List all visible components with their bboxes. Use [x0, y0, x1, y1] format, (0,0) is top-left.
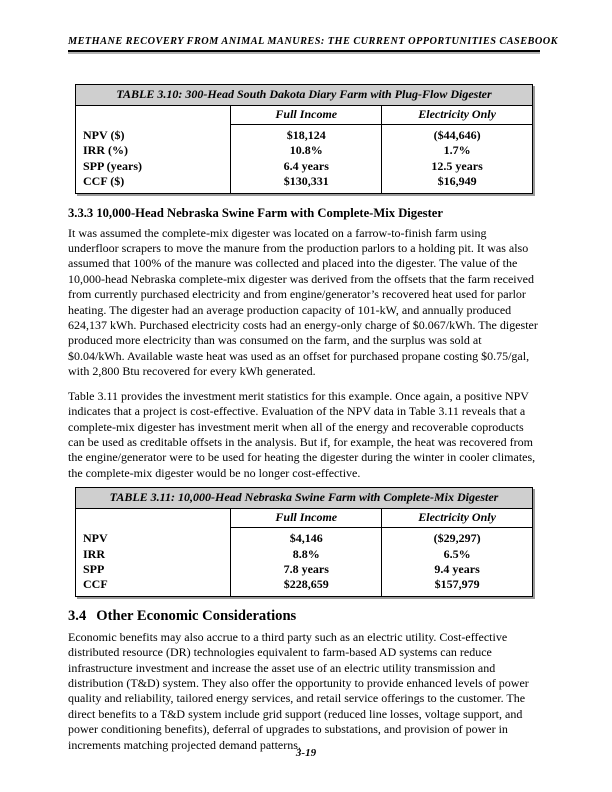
row-label: IRR: [83, 546, 106, 561]
paragraph: Economic benefits may also accrue to a third party such as an electric utility. Cost-effective distributed resource (DR) technologies equivalent to farm-based AD systems can reduce infrastructure investment and increase the asset use of an electric utility transmission and distribution (T&D) system. They also offer the opportunity to provide enhanced levels of power quality and reliability, tailored energy services, and retail service offerings to the customer. The direct benefits to a T&D system include grid support (reduced line losses, voltage support, and power conditioning benefits), deferral of upgrades to substations, and provision of power in increments matching projected demand patterns.: [68, 629, 529, 752]
table-title-row: [76, 85, 533, 106]
cell-value: 8.8%: [231, 547, 382, 562]
row-label: IRR (%): [83, 143, 128, 158]
empty-header-cell: [76, 509, 231, 528]
paragraph: It was assumed the complete-mix digester was located on a farrow-to-finish farm using underfloor scrapers to move the manure from the production parlors to a holding pit. It was also assumed that 100% of the manure was collected and placed into the digester. The value of the 10,000-head Nebraska complete-mix digester was derived from the offsets that the farm received from currently purchased electricity and from engine/generator’s recovered heat used for parlor heating. The digester had an average production capacity of 101-kW, and annually produced 624,137 kWh. Purchased electricity costs had an energy-only charge of $0.067/kWh. The digester produced more electricity than was consumed on the farm, and the surplus was sold at $0.04/kWh. Available waste heat was used as an offset for purchased propane costing $0.75/gal, with 2,800 Btu recovered for every kWh generated.: [68, 225, 538, 379]
running-header-title: METHANE RECOVERY FROM ANIMAL MANURES: THE CURRENT OPPORTUNITIES CASEBOOK: [68, 36, 558, 47]
column-header-full-income: Full Income: [231, 509, 382, 528]
section-heading-3-4: [68, 608, 540, 625]
table-row: [76, 125, 533, 144]
row-label: SPP: [83, 561, 105, 576]
cell-value: 1.7%: [382, 143, 533, 158]
section-title: Other Economic Considerations: [96, 607, 297, 624]
table-title-row: [76, 488, 533, 509]
cell-value: 6.4 years: [231, 159, 382, 174]
cell-value: 9.4 years: [382, 562, 533, 577]
header-rule: [68, 50, 540, 52]
row-label: NPV ($): [83, 127, 125, 142]
row-label: CCF ($): [83, 174, 125, 189]
section-number: 3.4: [68, 607, 87, 624]
column-header-electricity-only: Electricity Only: [382, 106, 533, 125]
cell-value: $18,124: [231, 125, 382, 144]
table-3-10: [75, 84, 533, 194]
table-row: [76, 159, 533, 174]
table-row: [76, 528, 533, 547]
column-header-electricity-only: Electricity Only: [382, 509, 533, 528]
cell-value: $157,979: [382, 577, 533, 596]
row-label: NPV: [83, 530, 108, 545]
section-heading-3-3-3: 3.3.3 10,000-Head Nebraska Swine Farm with Complete-Mix Digester: [68, 205, 443, 220]
page-header: [0, 0, 612, 52]
table-row: [76, 143, 533, 158]
table-3-10-title: TABLE 3.10: 300-Head South Dakota Diary Farm with Plug-Flow Digester: [76, 85, 533, 106]
table-3-11-title: TABLE 3.11: 10,000-Head Nebraska Swine Farm with Complete-Mix Digester: [76, 488, 533, 509]
table-row: [76, 577, 533, 596]
table-row: [76, 547, 533, 562]
cell-value: 7.8 years: [231, 562, 382, 577]
table-header-row: [76, 106, 533, 125]
cell-value: 10.8%: [231, 143, 382, 158]
table-header-row: [76, 509, 533, 528]
cell-value: $228,659: [231, 577, 382, 596]
column-header-full-income: Full Income: [231, 106, 382, 125]
page-number: 3-19: [295, 747, 317, 759]
empty-header-cell: [76, 106, 231, 125]
cell-value: $4,146: [231, 528, 382, 547]
cell-value: 6.5%: [382, 547, 533, 562]
row-label: CCF: [83, 577, 108, 592]
cell-value: $16,949: [382, 174, 533, 193]
cell-value: ($29,297): [382, 528, 533, 547]
table-3-11: [75, 487, 533, 597]
cell-value: 12.5 years: [382, 159, 533, 174]
cell-value: ($44,646): [382, 125, 533, 144]
page-content: [0, 84, 612, 753]
paragraph: Table 3.11 provides the investment merit statistics for this example. Once again, a positive NPV indicates that a project is cost-effective. Evaluation of the NPV data in Table 3.11 reveals that a complete-mix digester has investment merit when all of the energy and recoverable coproducts can be used as creditable offsets in the analysis. But if, for example, the heat was recovered from the engine/generator were to be used for heating the digester during the winter in cooler climates, the complete-mix digester would be no longer cost-effective.: [68, 388, 536, 480]
table-row: [76, 174, 533, 193]
table-row: [76, 562, 533, 577]
cell-value: $130,331: [231, 174, 382, 193]
row-label: SPP (years): [83, 158, 142, 173]
